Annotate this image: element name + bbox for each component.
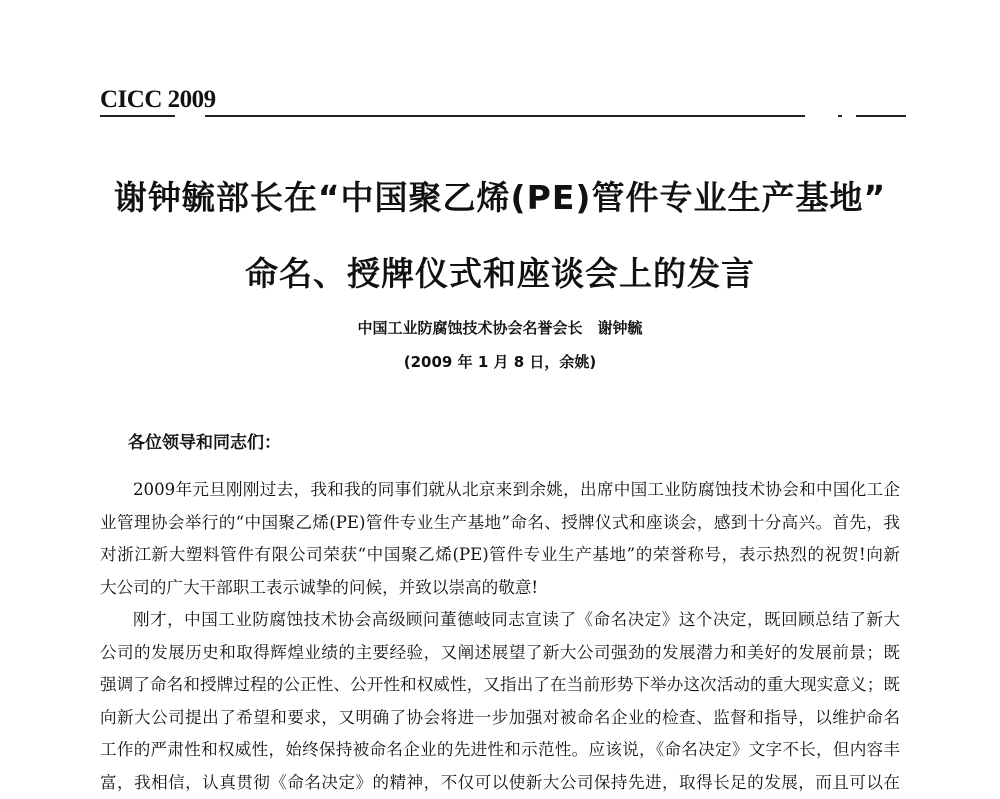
title-line-1: 谢钟毓部长在“中国聚乙烯(PE)管件专业生产基地”: [0, 172, 1000, 219]
text-line: 强调了命名和授牌过程的公正性、公开性和权威性，又指出了在当前形势下举办这次活动的重大现实意义；既: [100, 669, 900, 702]
text-line: 业管理协会举行的“中国聚乙烯(PE)管件专业生产基地”命名、授牌仪式和座谈会，感到十分高兴。首先，我: [100, 507, 900, 540]
text-line: 大公司的广大干部职工表示诚挚的问候，并致以崇高的敬意!: [100, 572, 900, 605]
date-place: (2009 年 1 月 8 日，余姚): [0, 351, 1000, 372]
title-line-2: 命名、授牌仪式和座谈会上的发言: [0, 248, 1000, 295]
header-rule: [838, 115, 842, 117]
paragraph: [100, 474, 900, 604]
text-line: 工作的严肃性和权威性，始终保持被命名企业的先进性和示范性。应该说，《命名决定》文字不长，但内容丰: [100, 734, 900, 767]
text-line: 2009年元旦刚刚过去，我和我的同事们就从北京来到余姚，出席中国工业防腐蚀技术协会和中国化工企: [100, 474, 900, 507]
text-line: 公司的发展历史和取得辉煌业绩的主要经验，又阐述展望了新大公司强劲的发展潜力和美好的发展前景；既: [100, 637, 900, 670]
header-rule: [856, 115, 906, 117]
text-line: 对浙江新大塑料管件有限公司荣获“中国聚乙烯(PE)管件专业生产基地”的荣誉称号，表示热烈的祝贺!向新: [100, 539, 900, 572]
text-line: 向新大公司提出了希望和要求，又明确了协会将进一步加强对被命名企业的检查、监督和指导，以维护命名: [100, 702, 900, 735]
text-line: 刚才，中国工业防腐蚀技术协会高级顾问董德岐同志宣读了《命名决定》这个决定，既回顾总结了新大: [100, 604, 900, 637]
paragraph: [100, 604, 900, 799]
text-line: 富，我相信，认真贯彻《命名决定》的精神，不仅可以使新大公司保持先进，取得长足的发展，而且可以在: [100, 767, 900, 799]
author-line: 中国工业防腐蚀技术协会名誉会长 谢钟毓: [0, 317, 1000, 338]
journal-header: CICC 2009: [100, 86, 216, 114]
header-rule: [205, 115, 805, 117]
salutation: 各位领导和同志们：: [128, 428, 281, 453]
body-text: [100, 474, 900, 799]
header-rule: [100, 115, 175, 117]
